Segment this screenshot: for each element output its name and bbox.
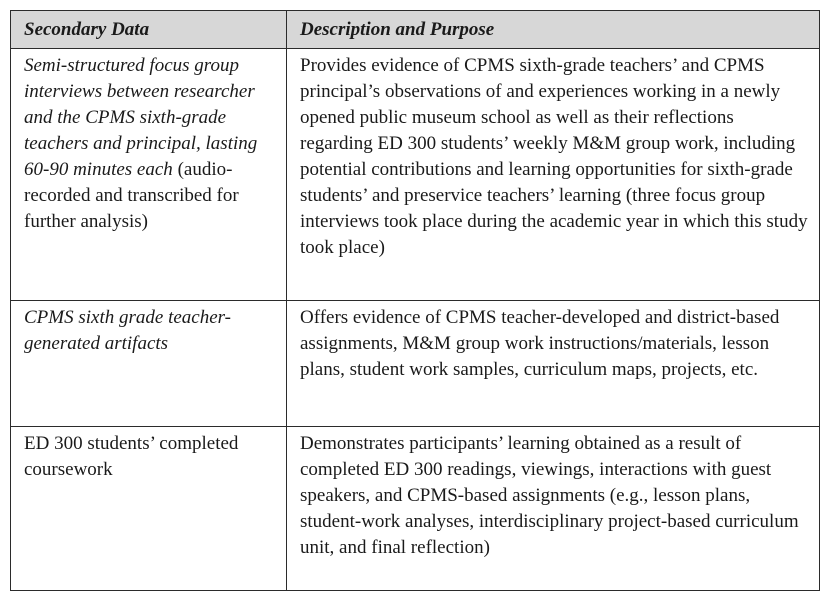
table-header — [11, 11, 820, 49]
header-row — [11, 11, 820, 49]
table-row — [11, 49, 820, 301]
description-cell: Provides evidence of CPMS sixth-grade teachers’ and CPMS principal’s observations of and experiences working in a newly opened public museum school as well as their reflections regarding ED 300 students’ weekly M&M group work, including potential contributions and learning opportunities for sixth-grade students’ and preservice teachers’ learning (three focus group interviews took place during the academic year in which this study took place) — [287, 49, 820, 301]
header-secondary-data: Secondary Data — [11, 11, 287, 49]
source-plain-text: (audio-recorded and transcribed for further analysis) — [24, 159, 239, 232]
source-italic-text: Semi-structured focus group interviews between researcher and the CPMS sixth-grade teachers and principal, lasting 60-90 minutes each — [24, 55, 258, 180]
header-description-purpose: Description and Purpose — [287, 11, 820, 49]
secondary-data-table — [10, 10, 820, 591]
source-italic-text: CPMS sixth grade teacher-generated artifacts — [24, 307, 231, 354]
source-cell — [11, 427, 287, 591]
source-cell — [11, 301, 287, 427]
source-cell — [11, 49, 287, 301]
table-row — [11, 301, 820, 427]
table-row — [11, 427, 820, 591]
source-plain-text: ED 300 students’ completed coursework — [24, 433, 239, 480]
description-cell: Demonstrates participants’ learning obtained as a result of completed ED 300 readings, viewings, interactions with guest speakers, and CPMS-based assignments (e.g., lesson plans, student-work analyses, interdisciplinary project-based curriculum unit, and final reflection) — [287, 427, 820, 591]
description-cell: Offers evidence of CPMS teacher-developed and district-based assignments, M&M group work instructions/materials, lesson plans, student work samples, curriculum maps, projects, etc. — [287, 301, 820, 427]
